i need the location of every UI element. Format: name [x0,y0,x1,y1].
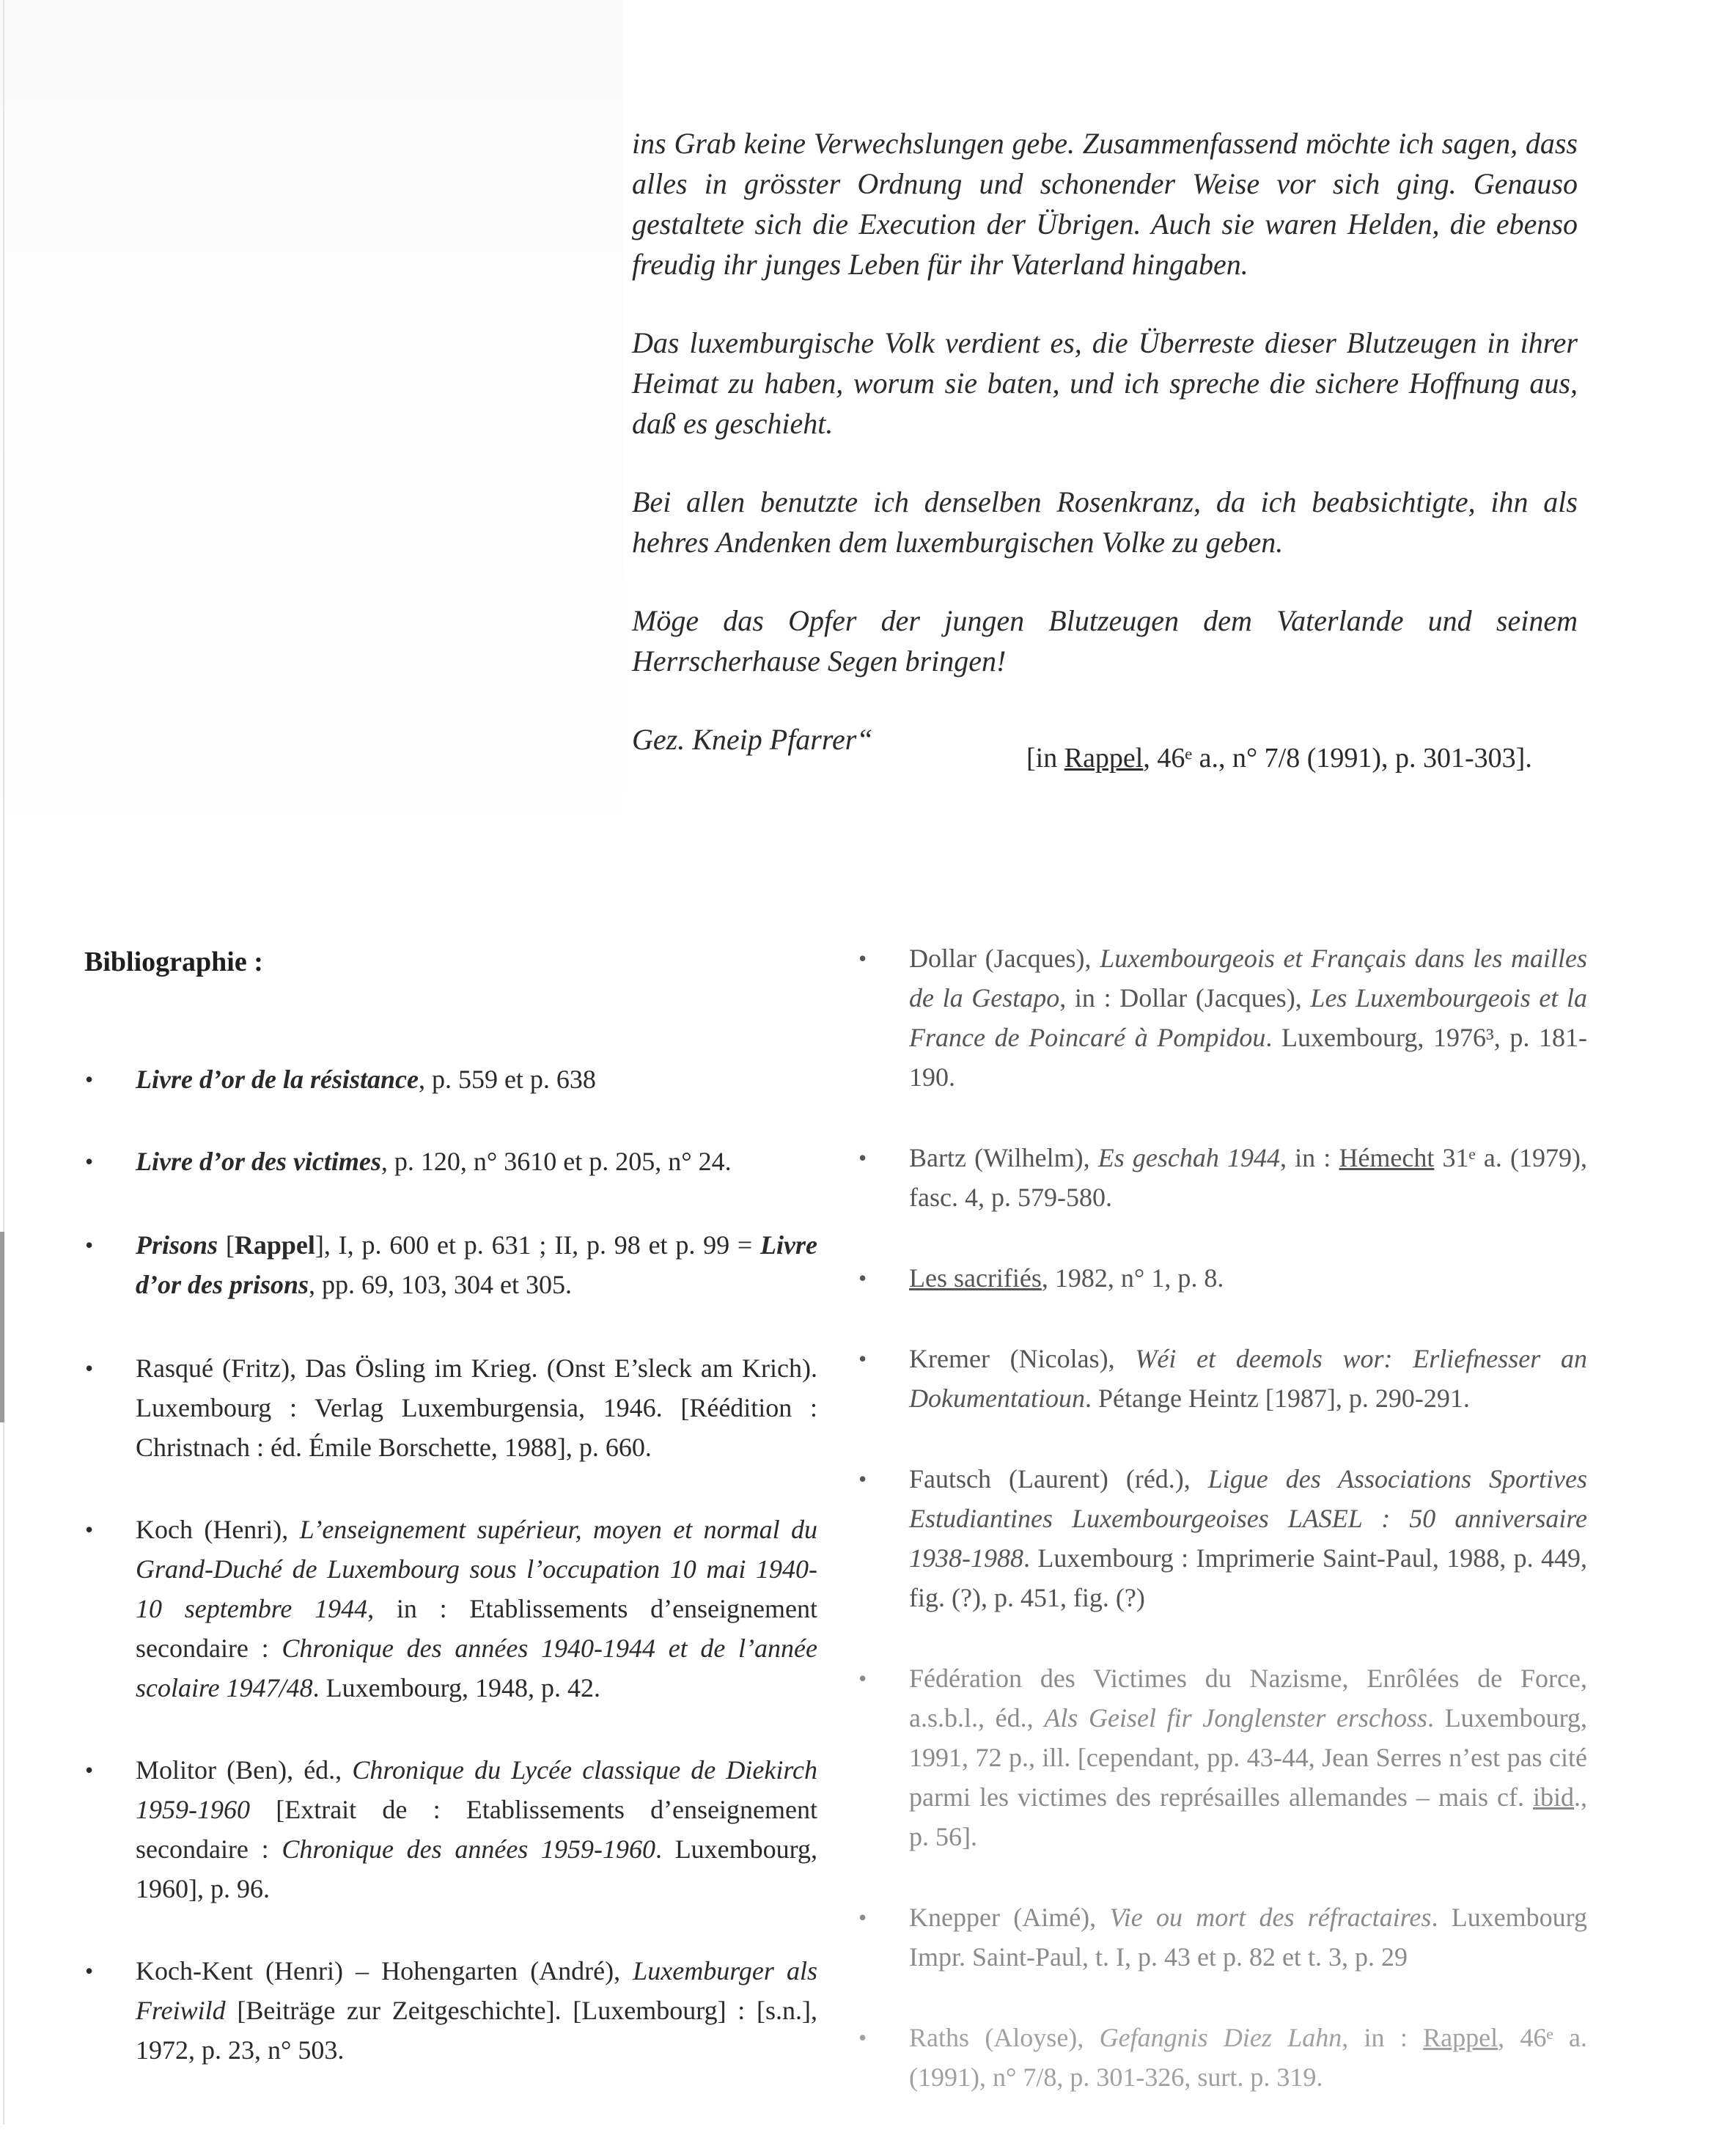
entry-text: Prisons [136,1230,218,1260]
entry-text: Livre d’or des prisons [136,1230,818,1299]
citation-prefix: [in [1026,743,1064,774]
entry-text: Luxembourgeois et Français dans les mailles de la Gestapo [909,944,1587,1013]
entry-text: Ligue des Associations Sportives Estudiantines Luxembourgeoises LASEL : 50 anniversaire 1938-1988 [909,1464,1587,1573]
entry-text: Hémecht [1339,1143,1435,1172]
entry-text: . Luxembourg, 1960], p. 96. [136,1834,818,1903]
bibliography-entry [81,1059,817,1099]
quote-paragraph: Möge das Opfer der jungen Blutzeugen dem Vaterlande und seinem Herrscherhause Segen bringen! [632,604,1578,677]
bibliography-right-column [854,938,1587,2138]
bullet-glyph: • [85,1757,94,1783]
quote-paragraph: Bei allen benutzte ich denselben Rosenkranz, da ich beabsichtigte, ihn als hehres Andenken dem luxemburgischen Volke zu geben. [632,485,1578,559]
bibliography-entry [81,1142,817,1181]
bullet-glyph: • [85,1355,94,1381]
entry-text: ], I, p. 600 et p. 631 ; II, p. 98 et p. 99 = [315,1230,761,1260]
binding-mark [0,1232,4,1422]
entry-text: , 46ᵉ a. (1991), n° 7/8, p. 301-326, surt. p. 319. [909,2023,1587,2092]
entry-text: Raths (Aloyse), [909,2023,1100,2052]
bibliography-entry [854,1258,1587,1298]
entry-text: Gefangnis Diez Lahn [1099,2023,1342,2052]
bullet-glyph: • [858,1265,867,1291]
entry-text: Livre d’or des victimes [136,1147,381,1176]
bibliography-entry [854,1138,1587,1217]
entry-text: Chronique du Lycée classique de Diekirch 1959-1960 [136,1755,817,1824]
quote-signature: Gez. Kneip Pfarrer“ [632,723,873,756]
entry-text: Livre d’or de la résistance [136,1065,419,1094]
bullet-glyph: • [858,1145,867,1171]
entry-text: Kremer (Nicolas), [909,1344,1136,1373]
entry-text: Dollar (Jacques), [909,944,1100,973]
bullet-glyph: • [85,1148,94,1175]
bullet-glyph: • [858,1665,867,1691]
entry-text: Chronique des années 1940-1944 et de l’année scolaire 1947/48 [136,1634,817,1702]
bullet-glyph: • [858,945,867,971]
entry-text: Knepper (Aimé), [909,1903,1110,1932]
entry-text: , pp. 69, 103, 304 et 305. [309,1270,573,1299]
bibliography-entry [81,1510,817,1708]
bullet-glyph: • [85,1958,94,1984]
entry-text: 31ᵉ a. (1979), fasc. 4, p. 579-580. [909,1143,1588,1212]
entry-text: , 1982, n° 1, p. 8. [1041,1263,1224,1293]
bullet-glyph: • [85,1232,94,1258]
entry-text: . Luxembourg, 1948, p. 42. [312,1673,600,1702]
entry-text: Rappel [234,1230,315,1260]
entry-text: Luxemburger als Freiwild [136,1956,817,2025]
entry-text: Es geschah 1944 [1097,1143,1281,1172]
entry-text: Les sacrifiés [909,1263,1042,1293]
entry-text: Fédération des Victimes du Nazisme, Enrôlées de Force, a.s.b.l., éd., [909,1664,1587,1733]
entry-text: Bartz (Wilhelm), [909,1143,1098,1172]
bibliography-entry [854,1898,1587,1977]
bibliography-entry [81,1348,817,1467]
bibliography-entry [81,1225,817,1304]
entry-text: Wéi et deemols wor: Erliefnesser an Dokumentatioun [909,1344,1587,1413]
entry-text: ibid [1532,1782,1574,1812]
bullet-glyph: • [858,1904,867,1931]
quoted-letter [632,123,1578,805]
bibliography-entry [854,2018,1587,2097]
scan-shading [0,0,623,865]
bibliography-entry [854,1459,1587,1617]
entry-text: Als Geisel fir Jonglenster erschoss [1044,1703,1428,1733]
entry-text: , p. 559 et p. 638 [418,1065,596,1094]
entry-text: ., p. 56]. [909,1782,1587,1851]
quote-citation [1026,742,1532,774]
citation-source: Rappel [1064,743,1144,774]
entry-text: Molitor (Ben), éd., [136,1755,353,1785]
entry-text: Chronique des années 1959-1960 [282,1834,655,1864]
entry-text: Les Luxembourgeois et la France de Poincaré à Pompidou [909,983,1587,1052]
entry-text: Koch (Henri), [136,1515,300,1544]
entry-text: , in : [1342,2023,1424,2052]
citation-suffix: , 46ᵉ a., n° 7/8 (1991), p. 301-303]. [1143,743,1532,774]
page-edge [3,0,4,2124]
entry-text: . Pétange Heintz [1987], p. 290-291. [1084,1384,1470,1413]
entry-text: [ [218,1230,235,1260]
bibliography-entry [81,1951,817,2070]
entry-text: Vie ou mort des réfractaires [1109,1903,1432,1932]
entry-text: , in : [1280,1143,1339,1172]
entry-text: . Luxembourg : Imprimerie Saint-Paul, 1988, p. 449, fig. (?), p. 451, fig. (?) [909,1543,1587,1612]
entry-text: Fautsch (Laurent) (réd.), [909,1464,1208,1494]
bullet-glyph: • [858,1345,867,1372]
entry-text: , p. 120, n° 3610 et p. 205, n° 24. [380,1147,732,1176]
entry-text: [Extrait de : Etablissements d’enseignement secondaire : [136,1795,817,1864]
entry-text: , in : Dollar (Jacques), [1059,983,1311,1013]
bibliography-heading: Bibliographie : [84,947,263,977]
entry-text: . Luxembourg, 1991, 72 p., ill. [cependant, pp. 43-44, Jean Serres n’est pas cité parmi les victimes des représailles allemandes – mais cf. [909,1703,1588,1812]
quote-paragraph: Das luxemburgische Volk verdient es, die Überreste dieser Blutzeugen in ihrer Heimat zu haben, worum sie baten, und ich spreche die sichere Hoffnung aus, daß es geschieht. [632,326,1578,440]
bullet-glyph: • [858,2024,867,2051]
bibliography-entry [854,1658,1587,1856]
entry-text: [Beiträge zur Zeitgeschichte]. [Luxembourg] : [s.n.], 1972, p. 23, n° 503. [136,1996,817,2065]
bibliography-entry [81,1750,817,1909]
entry-text: . Luxembourg, 1976³, p. 181-190. [909,1023,1588,1092]
bullet-glyph: • [85,1066,94,1092]
bibliography-entry [854,938,1587,1097]
entry-text: . Luxembourg Impr. Saint-Paul, t. I, p. 43 et p. 82 et t. 3, p. 29 [909,1903,1588,1972]
bullet-glyph: • [85,1516,94,1543]
entry-text: , in : Etablissements d’enseignement secondaire : [136,1594,818,1663]
bibliography-entry [854,1339,1587,1418]
bullet-glyph: • [858,1466,867,1492]
entry-text: Rasqué (Fritz), Das Ösling im Krieg. (Onst E’sleck am Krich). Luxembourg : Verlag Luxemburgensia, 1946. [Réédition : Christnach : éd. Émile Borschette, 1988], p. 660. [136,1353,817,1462]
entry-text: Koch-Kent (Henri) – Hohengarten (André), [136,1956,633,1985]
bibliography-left-column [81,1059,817,2070]
quote-paragraph: ins Grab keine Verwechslungen gebe. Zusammenfassend möchte ich sagen, dass alles in grösster Ordnung und schonender Weise vor sich ging. Genauso gestaltete sich die Execution der Übrigen. Auch sie waren Helden, die ebenso freudig ihr junges Leben für ihr Vaterland hingaben. [632,127,1578,281]
entry-text: Rappel [1423,2023,1498,2052]
entry-text: L’enseignement supérieur, moyen et normal du Grand-Duché de Luxembourg sous l’occupation 10 mai 1940-10 septembre 1944 [136,1515,818,1623]
